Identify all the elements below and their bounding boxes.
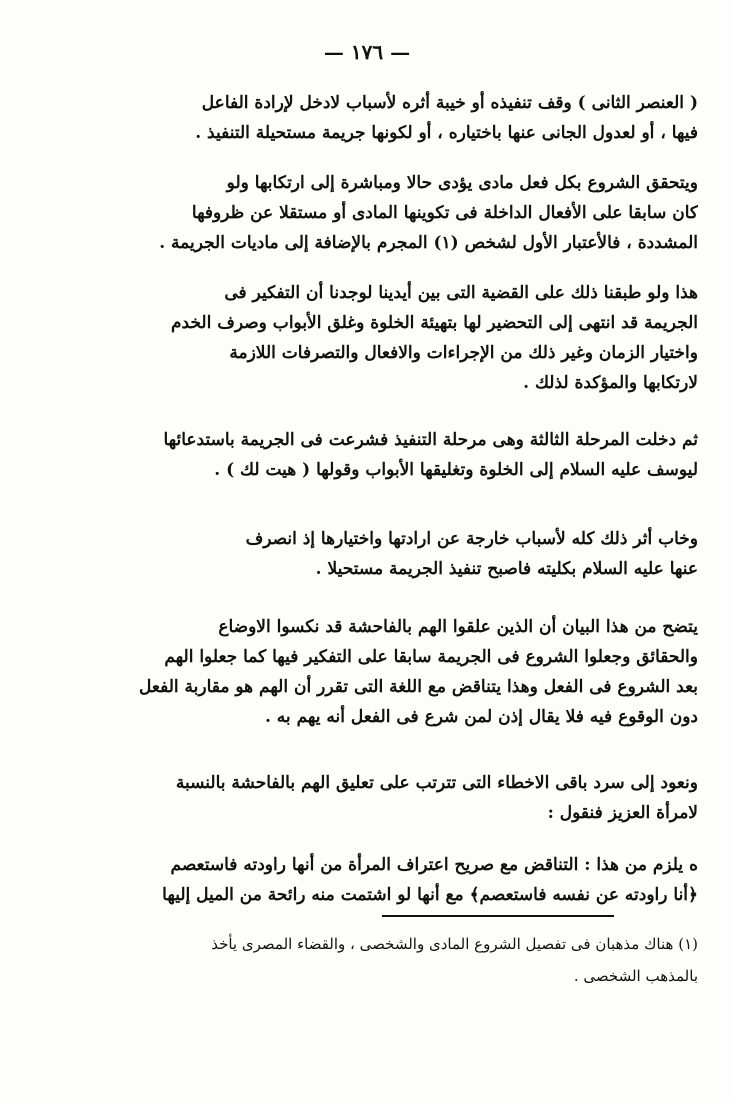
text-line: ه يلزم من هذا : التناقض مع صريح اعتراف المرأة من أنها راودته فاستعصم	[170, 855, 698, 875]
text-line: ( العنصر الثانى ) وقف تنفيذه أو خيبة أثره لأسباب لادخل لإرادة الفاعل	[201, 93, 698, 113]
text-line: والحقائق وجعلوا الشروع فى الجريمة سابقا على التفكير فيها كما جعلوا الهم	[164, 647, 698, 667]
footnote	[58, 928, 698, 992]
paragraph-failure	[58, 524, 698, 584]
text-line: لارتكابها والمؤكدة لذلك .	[523, 373, 698, 393]
text-line: كان سابقا على الأفعال الداخلة فى تكوينها المادى أو مستقلا عن ظروفها	[191, 203, 698, 223]
text-line: يتضح من هذا البيان أن الذين علقوا الهم بالفاحشة قد نكسوا الاوضاع	[218, 617, 698, 637]
text-line: دون الوقوع فيه فلا يقال إذن لمن شرع فى الفعل أنه يهم به .	[264, 707, 698, 727]
text-line: ويتحقق الشروع بكل فعل مادى يؤدى حالا ومباشرة إلى ارتكابها ولو	[226, 173, 698, 193]
text-line: وخاب أثر ذلك كله لأسباب خارجة عن ارادتها واختيارها إذ انصرف	[245, 529, 698, 549]
paragraph-remaining-errors	[58, 768, 698, 828]
footnote-line: (١) هناك مذهبان فى تفصيل الشروع المادى والشخصى ، والقضاء المصرى يأخذ	[211, 935, 698, 953]
text-line: المشددة ، فالأعتبار الأول لشخص (١) المجرم بالإضافة إلى ماديات الجريمة .	[159, 233, 698, 253]
paragraph-third-stage	[58, 425, 698, 485]
paragraph-contradiction	[58, 850, 698, 910]
text-line: بعد الشروع فى الفعل وهذا يتناقض مع اللغة التى تقرر أن الهم هو مقاربة الفعل	[139, 677, 698, 697]
text-line: ثم دخلت المرحلة الثالثة وهى مرحلة التنفيذ فشرعت فى الجريمة باستدعائها	[163, 430, 698, 450]
paragraph-conclusion	[58, 612, 698, 732]
text-line: فيها ، أو لعدول الجانى عنها باختياره ، أو لكونها جريمة مستحيلة التنفيذ .	[195, 123, 698, 143]
paragraph-element-two	[58, 88, 698, 148]
text-line: هذا ولو طبقنا ذلك على القضية التى بين أيدينا لوجدنا أن التفكير فى	[224, 283, 698, 303]
text-line: ونعود إلى سرد باقى الاخطاء التى تترتب على تعليق الهم بالفاحشة بالنسبة	[175, 773, 698, 793]
text-line: واختيار الزمان وغير ذلك من الإجراءات والافعال والتصرفات اللازمة	[229, 343, 698, 363]
text-line: ﴿أنا راودته عن نفسه فاستعصم﴾ مع أنها لو اشتمت منه رائحة من الميل إليها	[162, 885, 698, 905]
footnote-line: بالمذهب الشخصى .	[573, 967, 698, 985]
paragraph-case-application	[58, 278, 698, 398]
page-number: — ١٧٦ —	[323, 40, 411, 64]
text-line: الجريمة قد انتهى إلى التحضير لها بتهيئة الخلوة وغلق الأبواب وصرف الخدم	[171, 313, 698, 333]
paragraph-attempt-definition	[58, 168, 698, 258]
footnote-divider	[382, 915, 614, 917]
text-line: لامرأة العزيز فنقول :	[547, 803, 698, 823]
text-line: عنها عليه السلام بكليته فاصبح تنفيذ الجريمة مستحيلا .	[315, 559, 698, 579]
text-line: ليوسف عليه السلام إلى الخلوة وتغليقها الأبواب وقولها ( هيت لك ) .	[214, 460, 698, 480]
